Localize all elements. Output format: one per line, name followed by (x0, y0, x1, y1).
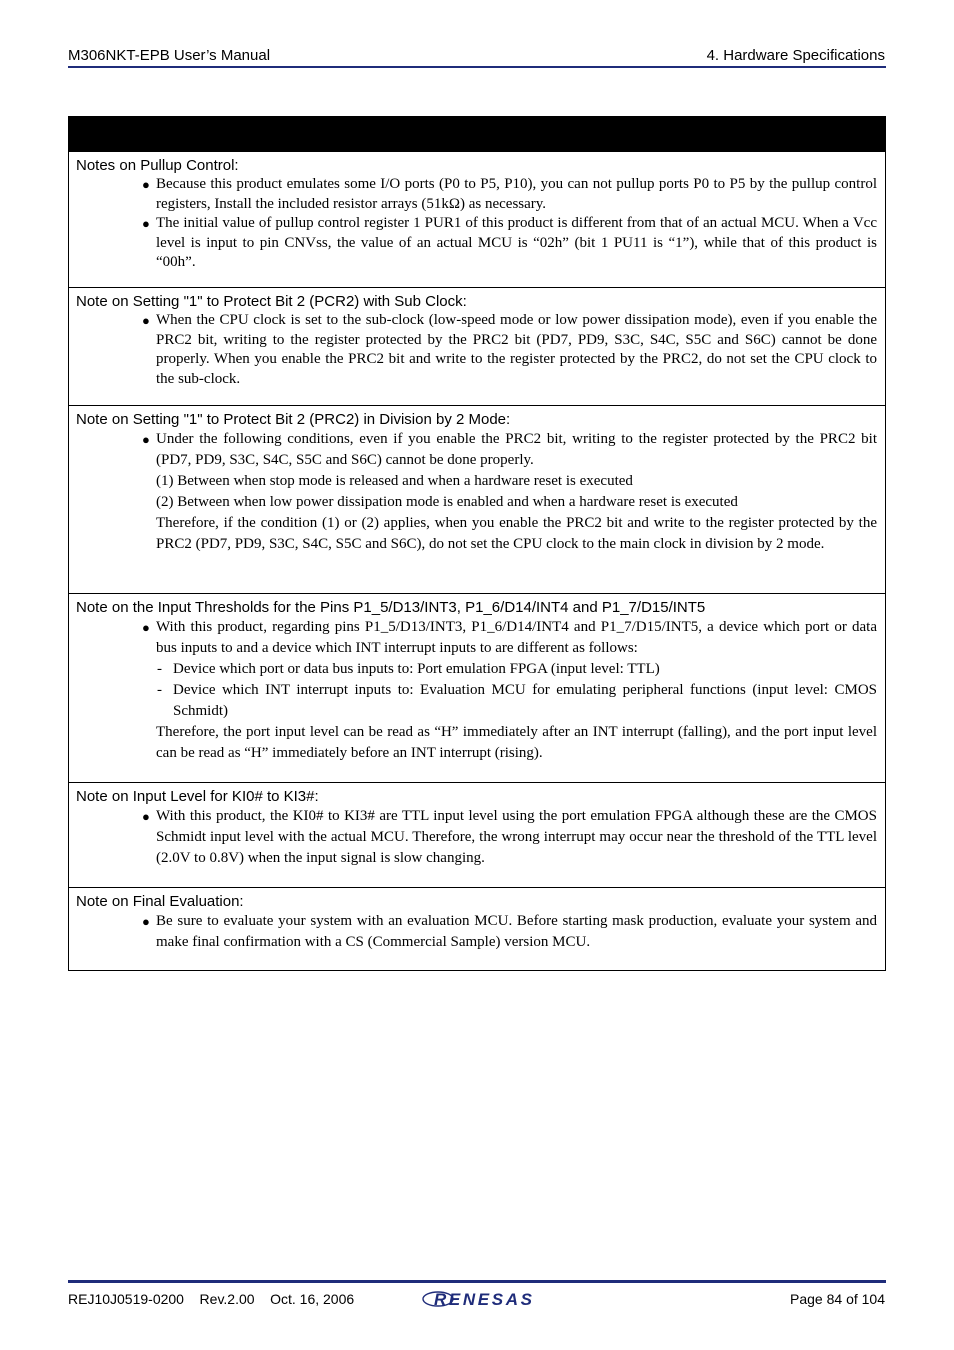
footer-date: Oct. 16, 2006 (270, 1291, 355, 1307)
bullet-dot-icon: ● (142, 620, 150, 635)
condition-2: (2) Between when low power dissipation mode is enabled and when a hardware reset is executed (156, 494, 738, 510)
renesas-logo (422, 1288, 534, 1310)
section-pullup-control (69, 151, 885, 287)
footer-page-number: Page 84 of 104 (790, 1291, 885, 1307)
paragraph: Therefore, the port input level can be read as “H” immediately after an INT interrupt (falling), and the port input level can be read as “H” immediately before an INT interrupt (rising). (156, 724, 877, 761)
section-prc2-sub-clock (69, 287, 885, 405)
bullet-dot-icon: ● (142, 432, 150, 447)
dash-item: - Device which port or data bus inputs to: Port emulation FPGA (input level: TTL) (157, 661, 660, 677)
bullet-dot-icon: ● (142, 914, 150, 929)
footer-rev: Rev.2.00 (199, 1291, 255, 1307)
dash-item: - Device which INT interrupt inputs to: Evaluation MCU for emulating peripheral functions (input level: CMOS Schmidt) (157, 682, 877, 719)
section-title: Note on the Input Thresholds for the Pins P1_5/D13/INT3, P1_6/D14/INT4 and P1_7/D15/INT5 (76, 599, 706, 616)
section-input-thresholds (69, 593, 885, 782)
bullet-item: ● Because this product emulates some I/O ports (P0 to P5, P10), you can not pullup ports P0 to P5 by the pullup control registers, Install the included resistor arrays (51kΩ) as necessary. (142, 176, 877, 212)
bullet-item: ● Under the following conditions, even if you enable the PRC2 bit, writing to the register protected by the PRC2 bit (PD7, PD9, S3C, S4C, S5C and S6C) cannot be done properly. (142, 431, 877, 468)
section-title: Notes on Pullup Control: (76, 157, 239, 174)
header-manual-title: M306NKT-EPB User’s Manual (68, 47, 271, 64)
section-ki-input-level (69, 782, 885, 887)
bullet-item: ● With this product, regarding pins P1_5/D13/INT3, P1_6/D14/INT4 and P1_7/D15/INT5, a device which port or data bus inputs to and a device which INT interrupt inputs to are different as follows: (142, 619, 877, 656)
bullet-item: ● The initial value of pullup control register 1 PUR1 of this product is different from that of an actual MCU. When a Vcc level is input to pin CNVss, the value of an actual MCU is “02h” (bit 1 PU11 is “1”), while that of this product is “00h”. (142, 215, 877, 270)
bullet-item: ● Be sure to evaluate your system with an evaluation MCU. Before starting mask production, evaluate your system and make final confirmation with a CS (Commercial Sample) version MCU. (142, 913, 877, 950)
bullet-dot-icon: ● (142, 313, 150, 328)
paragraph: Therefore, if the condition (1) or (2) applies, when you enable the PRC2 bit and write to the register protected by the PRC2 (PD7, PD9, S3C, S4C, S5C and S6C), do not set the CPU clock to the main clock in division by 2 mode. (156, 515, 877, 552)
bullet-item: ● When the CPU clock is set to the sub-clock (low-speed mode or low power dissipation mode), even if you enable the PRC2 bit, writing to the register protected by the PRC2 bit (PD7, PD9, S3C, S4C, S5C and S6C) cannot be done properly. When you enable the PRC2 bit and write to the register protected by the PRC2, do not set the CPU clock to the sub-clock. (142, 312, 877, 387)
footer-rule (68, 1280, 886, 1283)
notes-table (68, 116, 886, 971)
condition-1: (1) Between when stop mode is released and when a hardware reset is executed (156, 473, 633, 489)
section-title: Note on Final Evaluation: (76, 893, 244, 910)
footer-doc-id: REJ10J0519-0200 (68, 1291, 184, 1307)
section-title: Note on Input Level for KI0# to KI3#: (76, 788, 319, 805)
bullet-dot-icon: ● (142, 809, 150, 824)
bullet-item: ● With this product, the KI0# to KI3# are TTL input level using the port emulation FPGA although these are the CMOS Schmidt input level with the actual MCU. Therefore, the wrong interrupt may occur near the threshold of the TTL level (2.0V to 0.8V) when the input signal is slow changing. (142, 808, 877, 866)
header-rule (68, 66, 886, 68)
header-chapter-title: 4. Hardware Specifications (706, 47, 885, 64)
section-title: Note on Setting "1" to Protect Bit 2 (PRC2) in Division by 2 Mode: (76, 411, 511, 428)
section-final-evaluation (69, 887, 885, 970)
logo-wordmark: RENESAS (434, 1290, 532, 1309)
footer-doc-info (68, 1291, 354, 1307)
table-header-bar (69, 117, 885, 151)
section-prc2-division-mode (69, 405, 885, 593)
bullet-dot-icon: ● (142, 177, 150, 192)
section-title: Note on Setting "1" to Protect Bit 2 (PCR2) with Sub Clock: (76, 293, 467, 310)
bullet-dot-icon: ● (142, 216, 150, 231)
